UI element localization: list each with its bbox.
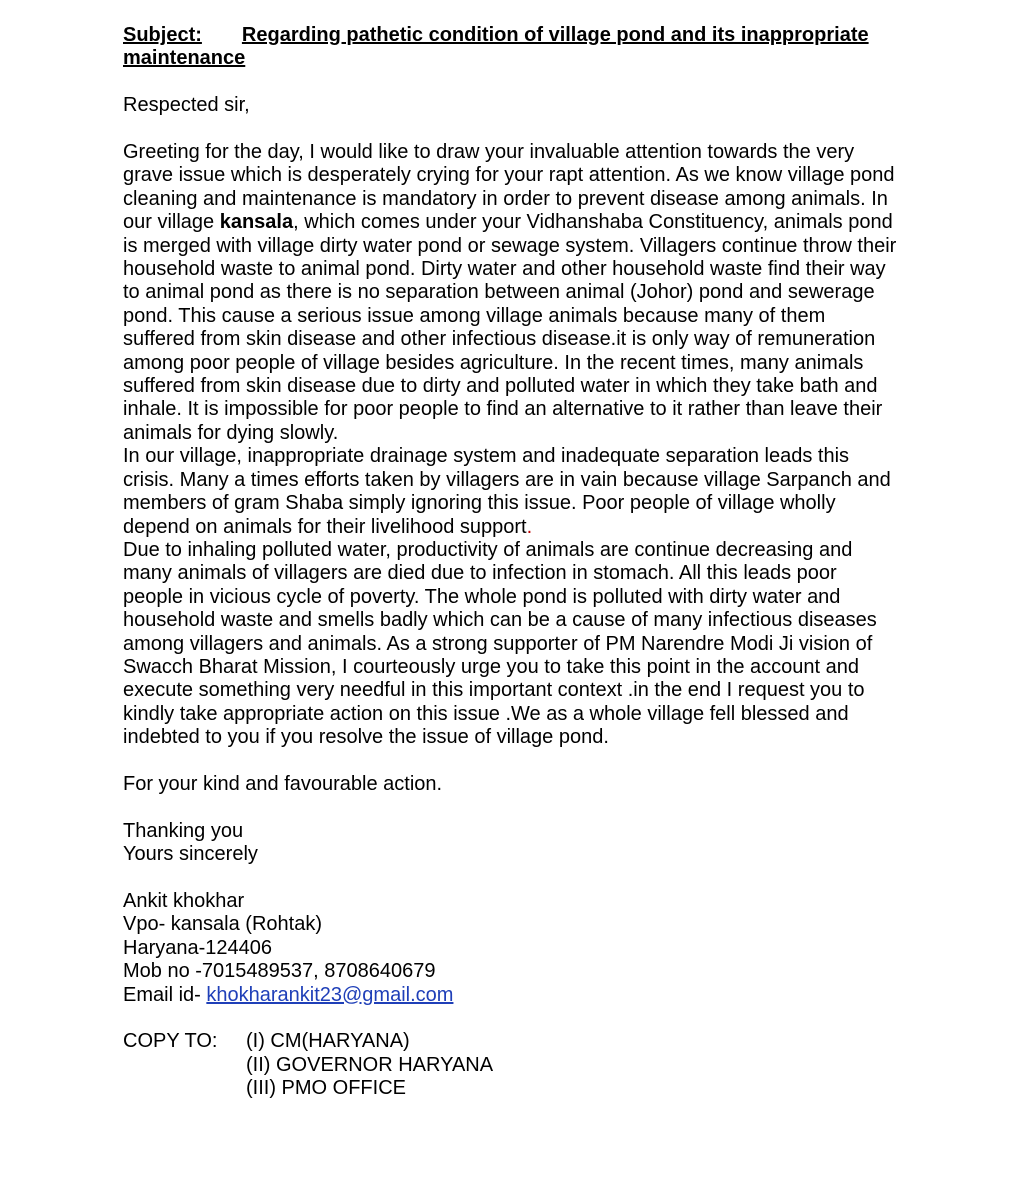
- village-name: kansala: [219, 211, 294, 234]
- copy-to-item: (I) CM(HARYANA): [246, 1030, 410, 1053]
- letter-body: [123, 24, 898, 1101]
- sender-state-pin: Haryana-124406: [123, 936, 272, 959]
- sender-email-line: [123, 984, 898, 1007]
- subject-label: Subject:: [123, 24, 202, 46]
- body-paragraph-2-text: In our village, inappropriate drainage system and inadequate separation leads this crisis. Many a times efforts taken by villagers are in vain because village Sarpanch and members of gram Shaba simply ignoring this issue. Poor people of village wholly depend on animals for their livelihood support: [123, 445, 891, 538]
- body-paragraph-1-start: Greeting for the day, I would like to draw your invaluable attention towards the very grave issue which is desperately crying for your rapt attention. As we know village pond cleaning and maintenance is mandatory in order to prevent disease among animals. In our village: [123, 141, 895, 234]
- sender-name: Ankit khokhar: [123, 889, 245, 912]
- thanks-line: Thanking you: [123, 819, 244, 842]
- sender-mobile: Mob no -7015489537, 8708640679: [123, 960, 436, 983]
- copy-to-list: [246, 1030, 493, 1100]
- sign-off: Yours sincerely: [123, 843, 258, 866]
- subject-line: [123, 24, 898, 71]
- body-paragraph-3: Due to inhaling polluted water, productivity of animals are continue decreasing and many animals of villagers are died due to infection in stomach. All this leads poor people in vicious cycle of poverty. The whole pond is polluted with dirty water and household waste and smells badly which can be a cause of many infectious diseases among villagers and animals. As a strong supporter of PM Narendre Modi Ji vision of Swacch Bharat Mission, I courteously urge you to take this point in the account and execute something very needful in this important context .in the end I request you to kindly take appropriate action on this issue .We as a whole village fell blessed and indebted to you if you resolve the issue of village pond.: [123, 538, 877, 749]
- body-paragraph-1-end: , which comes under your Vidhanshaba Constituency, animals pond is merged with village dirty water pond or sewage system. Villagers continue throw their household waste to animal pond. Dirty water and other household waste find their way to animal pond as there is no separation between animal (Johor) pond and sewerage pond. This cause a serious issue among village animals because many of them suffered from skin disease and other infectious disease.it is only way of remuneration among poor people of village besides agriculture. In the recent times, many animals suffered from skin disease due to dirty and polluted water in which they take bath and inhale. It is impossible for poor people to find an alternative to it rather than leave their animals for dying slowly.: [123, 211, 897, 444]
- body-paragraph-2-period: .: [526, 515, 533, 538]
- body-paragraph-1: [123, 141, 898, 445]
- closing-request: For your kind and favourable action.: [123, 772, 443, 795]
- sender-address: Vpo- kansala (Rohtak): [123, 913, 322, 936]
- subject-text: Regarding pathetic condition of village pond and its inappropriate maintenance: [123, 24, 869, 70]
- email-link[interactable]: khokharankit23@gmail.com: [206, 983, 454, 1006]
- copy-to-label: COPY TO:: [123, 1030, 218, 1053]
- salutation: Respected sir,: [123, 94, 250, 117]
- copy-to-block: [123, 1030, 898, 1100]
- body-paragraph-2: [123, 445, 898, 539]
- email-label: Email id-: [123, 983, 207, 1006]
- copy-to-item: (II) GOVERNOR HARYANA: [246, 1053, 494, 1076]
- copy-to-item: (III) PMO OFFICE: [246, 1077, 406, 1100]
